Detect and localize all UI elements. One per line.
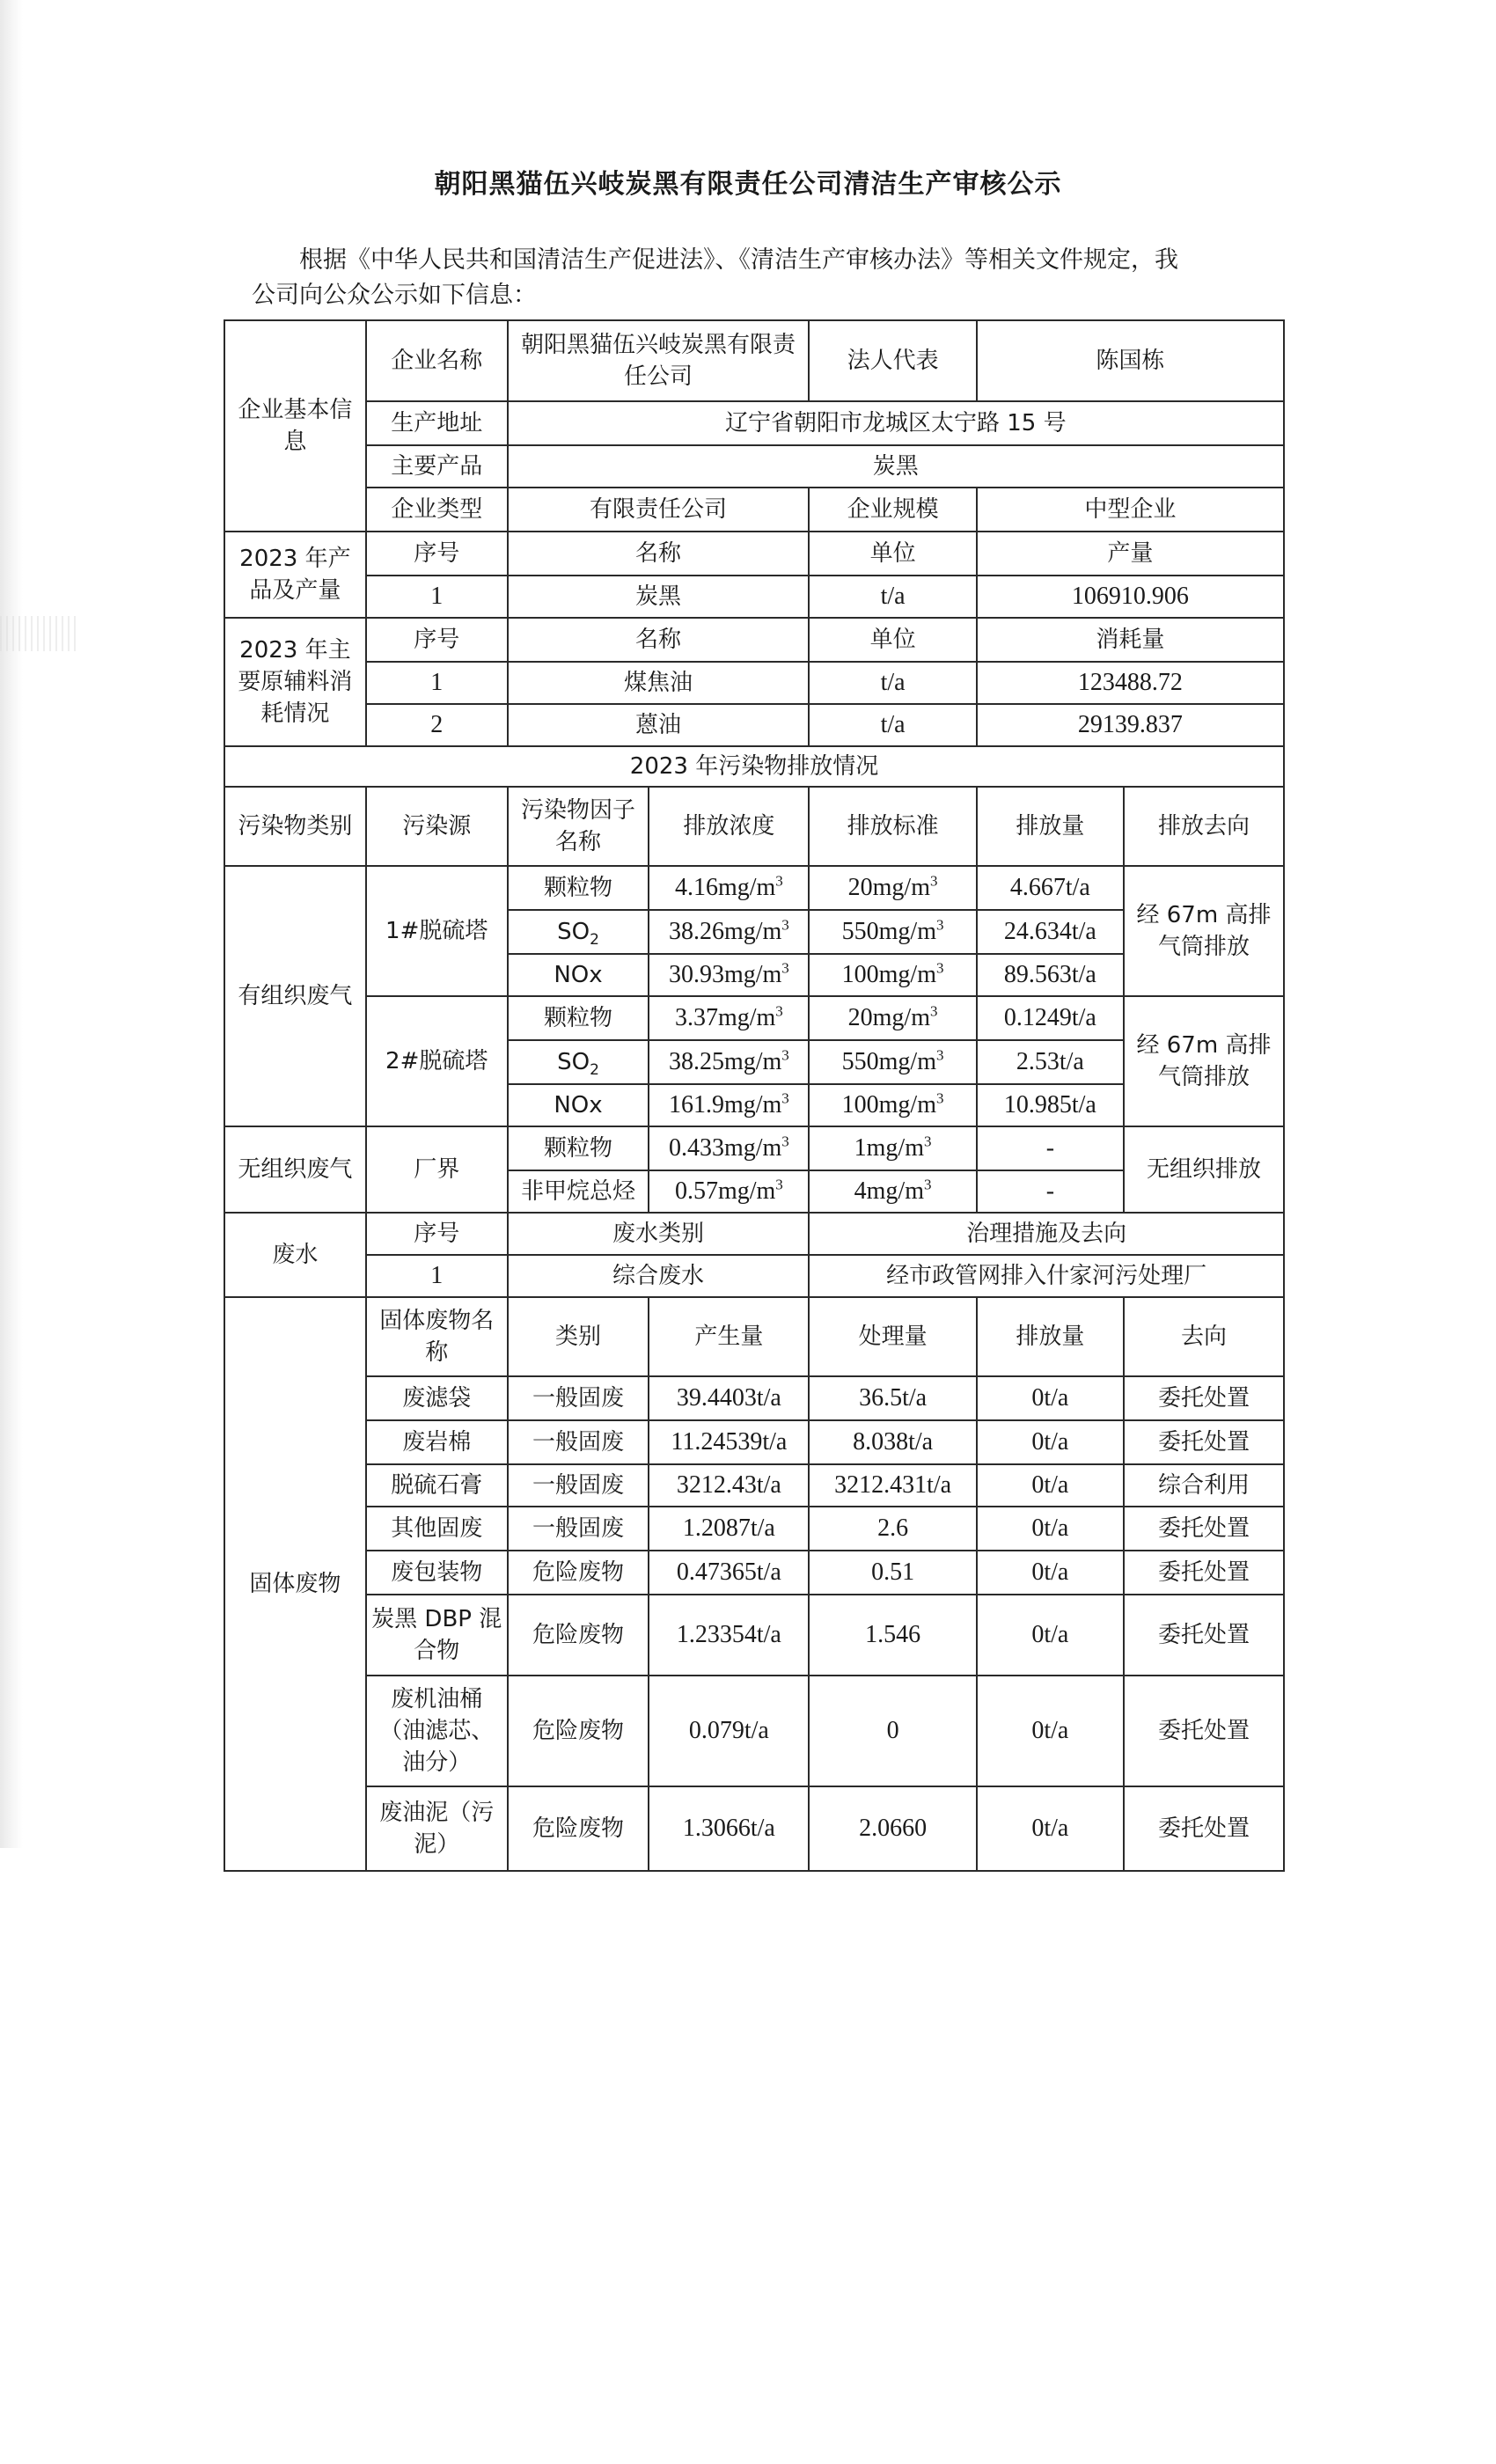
- solid-cell-type: 危险废物: [508, 1551, 649, 1595]
- products-cell-unit: t/a: [809, 576, 976, 618]
- company-type-value: 有限责任公司: [508, 488, 810, 532]
- products-cell-index: 1: [366, 576, 508, 618]
- amount-cell: 0.1249t/a: [977, 996, 1124, 1040]
- products-header-row: [224, 532, 1284, 576]
- solid-cell-discharged: 0t/a: [977, 1595, 1124, 1676]
- solid-cell-treated: 36.5t/a: [809, 1376, 976, 1420]
- legal-rep-label: 法人代表: [809, 320, 976, 401]
- unorganized-gas-category: 无组织废气: [224, 1126, 366, 1213]
- concentration-cell: $30.93mg/m^3$: [649, 954, 809, 996]
- solid-cell-type: 一般固废: [508, 1420, 649, 1464]
- standard-cell: $100mg/m^3$: [809, 954, 976, 996]
- products-cell-output: 106910.906: [977, 576, 1284, 618]
- products-cell-name: 炭黑: [508, 576, 810, 618]
- solid-cell-generated: 11.24539t/a: [649, 1420, 809, 1464]
- solid-header-type: 类别: [508, 1297, 649, 1376]
- pollution-section-title: 2023 年污染物排放情况: [224, 746, 1284, 787]
- standard-cell: $100mg/m^3$: [809, 1084, 976, 1126]
- main-product-label: 主要产品: [366, 445, 508, 488]
- wastewater-header-row: [224, 1213, 1284, 1255]
- solid-cell-destination: 委托处置: [1124, 1676, 1284, 1786]
- wastewater-cell-index: 1: [366, 1255, 508, 1297]
- amount-cell: 24.634t/a: [977, 910, 1124, 954]
- solid-cell-discharged: 0t/a: [977, 1676, 1124, 1786]
- solid-cell-destination: 委托处置: [1124, 1595, 1284, 1676]
- solid-header-name: 固体废物名称: [366, 1297, 508, 1376]
- scan-noise: [0, 616, 79, 651]
- solid-header-discharged: 排放量: [977, 1297, 1124, 1376]
- solid-cell-discharged: 0t/a: [977, 1551, 1124, 1595]
- standard-cell: $20mg/m^3$: [809, 996, 976, 1040]
- solid-cell-treated: 3212.431t/a: [809, 1464, 976, 1507]
- solid-cell-type: 一般固废: [508, 1376, 649, 1420]
- solid-cell-generated: 0.47365t/a: [649, 1551, 809, 1595]
- solid-cell-name: 其他固废: [366, 1507, 508, 1551]
- destination-cell: 经 67m 高排气筒排放: [1124, 866, 1284, 996]
- pollution-header-row: [224, 787, 1284, 866]
- materials-header-unit: 单位: [809, 618, 976, 662]
- concentration-cell: $3.37mg/m^3$: [649, 996, 809, 1040]
- main-product-value: 炭黑: [508, 445, 1284, 488]
- solid-cell-destination: 委托处置: [1124, 1551, 1284, 1595]
- concentration-cell: $0.57mg/m^3$: [649, 1170, 809, 1213]
- solid-cell-name: 炭黑 DBP 混合物: [366, 1595, 508, 1676]
- solid-header-destination: 去向: [1124, 1297, 1284, 1376]
- emission-row: [224, 866, 1284, 910]
- materials-section-label: 2023 年主要原辅料消耗情况: [224, 618, 366, 746]
- scan-shadow-edge: [0, 0, 23, 1848]
- standard-cell: $550mg/m^3$: [809, 910, 976, 954]
- solid-cell-name: 废包装物: [366, 1551, 508, 1595]
- concentration-cell: $161.9mg/m^3$: [649, 1084, 809, 1126]
- basic-row-name: [224, 320, 1284, 401]
- wastewater-cell-type: 综合废水: [508, 1255, 810, 1297]
- concentration-cell: $38.25mg/m^3$: [649, 1040, 809, 1084]
- products-header-name: 名称: [508, 532, 810, 576]
- materials-header-index: 序号: [366, 618, 508, 662]
- solid-cell-type: 一般固废: [508, 1507, 649, 1551]
- concentration-cell: $38.26mg/m^3$: [649, 910, 809, 954]
- factor-cell: NOx: [508, 1084, 649, 1126]
- address-value: 辽宁省朝阳市龙城区太宁路 15 号: [508, 401, 1284, 445]
- pollution-header-concentration: 排放浓度: [649, 787, 809, 866]
- materials-cell-consumption: 29139.837: [977, 704, 1284, 746]
- materials-header-row: [224, 618, 1284, 662]
- solid-cell-treated: 2.6: [809, 1507, 976, 1551]
- materials-cell-unit: t/a: [809, 704, 976, 746]
- company-scale-value: 中型企业: [977, 488, 1284, 532]
- materials-row: [224, 704, 1284, 746]
- factor-cell: $SO_2$: [508, 1040, 649, 1084]
- solid-cell-discharged: 0t/a: [977, 1786, 1124, 1871]
- materials-row: [224, 662, 1284, 704]
- standard-cell: $550mg/m^3$: [809, 1040, 976, 1084]
- solid-cell-generated: 1.3066t/a: [649, 1786, 809, 1871]
- wastewater-row: [224, 1255, 1284, 1297]
- materials-cell-name: 蒽油: [508, 704, 810, 746]
- wastewater-cell-treatment: 经市政管网排入什家河污处理厂: [809, 1255, 1284, 1297]
- solid-row: [224, 1507, 1284, 1551]
- pollution-header-destination: 排放去向: [1124, 787, 1284, 866]
- destination-cell: 无组织排放: [1124, 1126, 1284, 1213]
- products-row: [224, 576, 1284, 618]
- emission-row: [224, 996, 1284, 1040]
- basic-section-label: 企业基本信息: [224, 320, 366, 532]
- solid-waste-category: 固体废物: [224, 1297, 366, 1871]
- solid-cell-treated: 1.546: [809, 1595, 976, 1676]
- materials-header-name: 名称: [508, 618, 810, 662]
- materials-cell-name: 煤焦油: [508, 662, 810, 704]
- solid-row: [224, 1551, 1284, 1595]
- company-scale-label: 企业规模: [809, 488, 976, 532]
- solid-cell-treated: 2.0660: [809, 1786, 976, 1871]
- emission-row: [224, 1126, 1284, 1170]
- concentration-cell: $0.433mg/m^3$: [649, 1126, 809, 1170]
- pollution-header-source: 污染源: [366, 787, 508, 866]
- amount-cell: 2.53t/a: [977, 1040, 1124, 1084]
- solid-cell-destination: 委托处置: [1124, 1376, 1284, 1420]
- solid-cell-name: 废滤袋: [366, 1376, 508, 1420]
- materials-cell-index: 2: [366, 704, 508, 746]
- wastewater-header-type: 废水类别: [508, 1213, 810, 1255]
- basic-row-address: [224, 401, 1284, 445]
- standard-cell: $1mg/m^3$: [809, 1126, 976, 1170]
- amount-cell: 10.985t/a: [977, 1084, 1124, 1126]
- intro-line-1: 根据《中华人民共和国清洁生产促进法》、《清洁生产审核办法》等相关文件规定，我: [299, 246, 1178, 274]
- factor-cell: 颗粒物: [508, 996, 649, 1040]
- materials-cell-consumption: 123488.72: [977, 662, 1284, 704]
- standard-cell: $4mg/m^3$: [809, 1170, 976, 1213]
- products-header-index: 序号: [366, 532, 508, 576]
- solid-cell-generated: 39.4403t/a: [649, 1376, 809, 1420]
- amount-cell: -: [977, 1126, 1124, 1170]
- products-section-label: 2023 年产品及产量: [224, 532, 366, 618]
- basic-row-type: [224, 488, 1284, 532]
- products-header-output: 产量: [977, 532, 1284, 576]
- solid-row: [224, 1595, 1284, 1676]
- solid-cell-destination: 委托处置: [1124, 1786, 1284, 1871]
- pollution-header-amount: 排放量: [977, 787, 1124, 866]
- solid-row: [224, 1464, 1284, 1507]
- pollution-title-row: [224, 746, 1284, 787]
- source-desulfurization-tower-2: 2#脱硫塔: [366, 996, 508, 1126]
- pollution-header-category: 污染物类别: [224, 787, 366, 866]
- concentration-cell: $4.16mg/m^3$: [649, 866, 809, 910]
- solid-cell-generated: 0.079t/a: [649, 1676, 809, 1786]
- solid-row: [224, 1376, 1284, 1420]
- factor-cell: 颗粒物: [508, 1126, 649, 1170]
- solid-row: [224, 1786, 1284, 1871]
- solid-cell-generated: 1.2087t/a: [649, 1507, 809, 1551]
- solid-cell-name: 废岩棉: [366, 1420, 508, 1464]
- solid-cell-treated: 0: [809, 1676, 976, 1786]
- amount-cell: 4.667t/a: [977, 866, 1124, 910]
- solid-cell-name: 脱硫石膏: [366, 1464, 508, 1507]
- solid-cell-discharged: 0t/a: [977, 1376, 1124, 1420]
- solid-cell-type: 危险废物: [508, 1595, 649, 1676]
- amount-cell: 89.563t/a: [977, 954, 1124, 996]
- intro-paragraph: [252, 243, 1280, 313]
- amount-cell: -: [977, 1170, 1124, 1213]
- solid-cell-treated: 0.51: [809, 1551, 976, 1595]
- solid-cell-discharged: 0t/a: [977, 1507, 1124, 1551]
- pollution-header-factor: 污染物因子名称: [508, 787, 649, 866]
- document-title: 朝阳黑猫伍兴岐炭黑有限责任公司清洁生产审核公示: [434, 169, 1062, 200]
- solid-row: [224, 1420, 1284, 1464]
- company-type-label: 企业类型: [366, 488, 508, 532]
- products-header-unit: 单位: [809, 532, 976, 576]
- source-plant-boundary: 厂界: [366, 1126, 508, 1213]
- solid-header-treated: 处理量: [809, 1297, 976, 1376]
- standard-cell: $20mg/m^3$: [809, 866, 976, 910]
- materials-cell-unit: t/a: [809, 662, 976, 704]
- basic-row-product: [224, 445, 1284, 488]
- disclosure-table: [224, 319, 1285, 1872]
- solid-cell-discharged: 0t/a: [977, 1464, 1124, 1507]
- solid-cell-destination: 委托处置: [1124, 1507, 1284, 1551]
- organized-gas-category: 有组织废气: [224, 866, 366, 1126]
- solid-header-row: [224, 1297, 1284, 1376]
- source-desulfurization-tower-1: 1#脱硫塔: [366, 866, 508, 996]
- wastewater-header-treatment: 治理措施及去向: [809, 1213, 1284, 1255]
- solid-cell-destination: 委托处置: [1124, 1420, 1284, 1464]
- intro-line-2: 公司向公众公示如下信息：: [252, 282, 537, 309]
- solid-cell-destination: 综合利用: [1124, 1464, 1284, 1507]
- factor-cell: $SO_2$: [508, 910, 649, 954]
- solid-cell-treated: 8.038t/a: [809, 1420, 976, 1464]
- solid-cell-generated: 3212.43t/a: [649, 1464, 809, 1507]
- factor-cell: 颗粒物: [508, 866, 649, 910]
- solid-cell-name: 废机油桶（油滤芯、油分）: [366, 1676, 508, 1786]
- solid-cell-type: 一般固废: [508, 1464, 649, 1507]
- materials-cell-index: 1: [366, 662, 508, 704]
- company-name-label: 企业名称: [366, 320, 508, 401]
- solid-cell-name: 废油泥（污泥）: [366, 1786, 508, 1871]
- solid-cell-type: 危险废物: [508, 1786, 649, 1871]
- pollution-header-standard: 排放标准: [809, 787, 976, 866]
- factor-cell: NOx: [508, 954, 649, 996]
- wastewater-header-index: 序号: [366, 1213, 508, 1255]
- solid-header-generated: 产生量: [649, 1297, 809, 1376]
- solid-row: [224, 1676, 1284, 1786]
- legal-rep-value: 陈国栋: [977, 320, 1284, 401]
- materials-header-consumption: 消耗量: [977, 618, 1284, 662]
- wastewater-category: 废水: [224, 1213, 366, 1297]
- solid-cell-generated: 1.23354t/a: [649, 1595, 809, 1676]
- address-label: 生产地址: [366, 401, 508, 445]
- factor-cell: 非甲烷总烃: [508, 1170, 649, 1213]
- solid-cell-type: 危险废物: [508, 1676, 649, 1786]
- solid-cell-discharged: 0t/a: [977, 1420, 1124, 1464]
- destination-cell: 经 67m 高排气筒排放: [1124, 996, 1284, 1126]
- company-name-value: 朝阳黑猫伍兴岐炭黑有限责任公司: [508, 320, 810, 401]
